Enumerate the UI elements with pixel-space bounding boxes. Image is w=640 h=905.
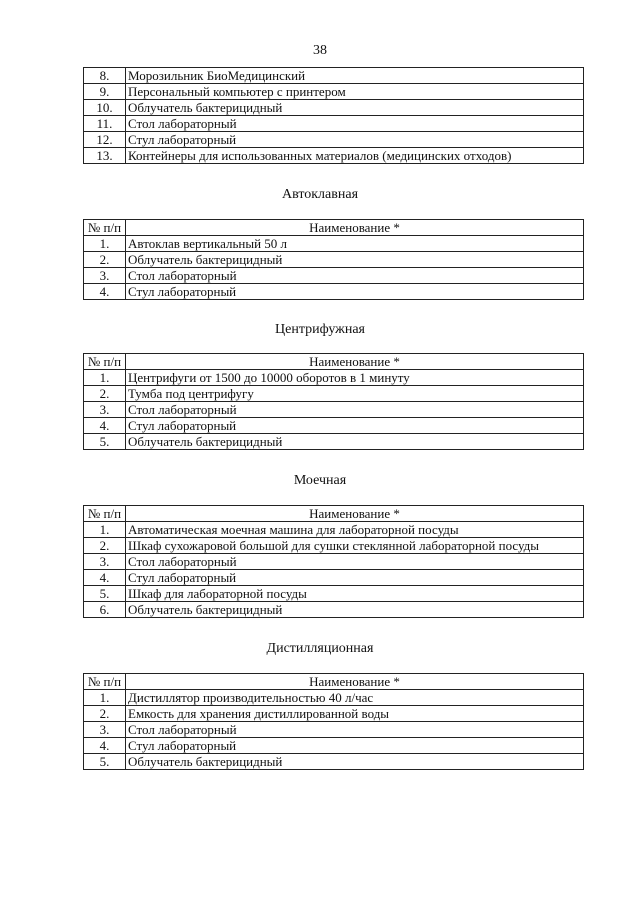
table-row bbox=[84, 132, 584, 148]
section-title-washing: Моечная bbox=[293, 473, 347, 488]
column-header-number: № п/п bbox=[84, 220, 126, 236]
row-name: Емкость для хранения дистиллированной воды bbox=[126, 706, 584, 722]
equipment-table-centrifuge bbox=[83, 353, 584, 450]
row-name: Шкаф сухожаровой большой для сушки стеклянной лабораторной посуды bbox=[126, 538, 584, 554]
row-name: Стул лабораторный bbox=[126, 738, 584, 754]
row-name: Стул лабораторный bbox=[126, 132, 584, 148]
row-number: 3. bbox=[84, 268, 126, 284]
table-row bbox=[84, 690, 584, 706]
row-name: Облучатель бактерицидный bbox=[126, 754, 584, 770]
table-row bbox=[84, 236, 584, 252]
table-row bbox=[84, 554, 584, 570]
equipment-table-continued bbox=[83, 67, 584, 164]
table-row bbox=[84, 252, 584, 268]
section-title-autoclave: Автоклавная bbox=[281, 187, 359, 202]
row-number: 1. bbox=[84, 690, 126, 706]
row-number: 1. bbox=[84, 370, 126, 386]
table-row bbox=[84, 738, 584, 754]
table-row bbox=[84, 268, 584, 284]
row-number: 2. bbox=[84, 538, 126, 554]
table-header-row bbox=[84, 506, 584, 522]
table-row bbox=[84, 586, 584, 602]
table-row bbox=[84, 402, 584, 418]
column-header-name: Наименование * bbox=[126, 354, 584, 370]
row-name: Дистиллятор производительностью 40 л/час bbox=[126, 690, 584, 706]
column-header-number: № п/п bbox=[84, 674, 126, 690]
row-name: Автоматическая моечная машина для лабораторной посуды bbox=[126, 522, 584, 538]
table-row bbox=[84, 538, 584, 554]
column-header-name: Наименование * bbox=[126, 506, 584, 522]
row-number: 4. bbox=[84, 418, 126, 434]
equipment-table-distillation bbox=[83, 673, 584, 770]
table-row bbox=[84, 370, 584, 386]
row-number: 5. bbox=[84, 586, 126, 602]
row-name: Облучатель бактерицидный bbox=[126, 100, 584, 116]
row-number: 2. bbox=[84, 706, 126, 722]
table-row bbox=[84, 116, 584, 132]
table-row bbox=[84, 570, 584, 586]
row-number: 6. bbox=[84, 602, 126, 618]
row-number: 1. bbox=[84, 236, 126, 252]
table-row bbox=[84, 522, 584, 538]
row-number: 4. bbox=[84, 738, 126, 754]
row-name: Персональный компьютер с принтером bbox=[126, 84, 584, 100]
row-name: Стол лабораторный bbox=[126, 402, 584, 418]
row-name: Облучатель бактерицидный bbox=[126, 602, 584, 618]
table-header-row bbox=[84, 220, 584, 236]
equipment-table-autoclave bbox=[83, 219, 584, 300]
section-title-distillation: Дистилляционная bbox=[266, 641, 374, 656]
column-header-name: Наименование * bbox=[126, 674, 584, 690]
table-row bbox=[84, 148, 584, 164]
row-number: 9. bbox=[84, 84, 126, 100]
table-header-row bbox=[84, 674, 584, 690]
row-name: Стул лабораторный bbox=[126, 570, 584, 586]
row-name: Облучатель бактерицидный bbox=[126, 434, 584, 450]
table-row bbox=[84, 284, 584, 300]
row-name: Облучатель бактерицидный bbox=[126, 252, 584, 268]
table-header-row bbox=[84, 354, 584, 370]
row-name: Шкаф для лабораторной посуды bbox=[126, 586, 584, 602]
row-name: Контейнеры для использованных материалов (медицинских отходов) bbox=[126, 148, 584, 164]
row-number: 1. bbox=[84, 522, 126, 538]
row-number: 2. bbox=[84, 386, 126, 402]
row-number: 11. bbox=[84, 116, 126, 132]
column-header-number: № п/п bbox=[84, 506, 126, 522]
equipment-table-washing bbox=[83, 505, 584, 618]
table-row bbox=[84, 68, 584, 84]
row-number: 4. bbox=[84, 570, 126, 586]
row-number: 10. bbox=[84, 100, 126, 116]
row-number: 3. bbox=[84, 722, 126, 738]
row-number: 3. bbox=[84, 554, 126, 570]
table-row bbox=[84, 722, 584, 738]
table-row bbox=[84, 84, 584, 100]
row-name: Тумба под центрифугу bbox=[126, 386, 584, 402]
row-number: 12. bbox=[84, 132, 126, 148]
table-row bbox=[84, 754, 584, 770]
table-row bbox=[84, 434, 584, 450]
row-number: 4. bbox=[84, 284, 126, 300]
row-number: 5. bbox=[84, 434, 126, 450]
section-title-centrifuge: Центрифужная bbox=[275, 322, 365, 337]
row-name: Стул лабораторный bbox=[126, 418, 584, 434]
page-number: 38 bbox=[313, 43, 327, 58]
table-row bbox=[84, 100, 584, 116]
row-number: 2. bbox=[84, 252, 126, 268]
row-name: Стол лабораторный bbox=[126, 268, 584, 284]
row-name: Стол лабораторный bbox=[126, 722, 584, 738]
row-number: 3. bbox=[84, 402, 126, 418]
row-name: Морозильник БиоМедицинский bbox=[126, 68, 584, 84]
column-header-number: № п/п bbox=[84, 354, 126, 370]
row-name: Автоклав вертикальный 50 л bbox=[126, 236, 584, 252]
table-row bbox=[84, 386, 584, 402]
row-name: Стол лабораторный bbox=[126, 554, 584, 570]
table-row bbox=[84, 602, 584, 618]
row-number: 13. bbox=[84, 148, 126, 164]
row-name: Стул лабораторный bbox=[126, 284, 584, 300]
row-number: 8. bbox=[84, 68, 126, 84]
row-name: Стол лабораторный bbox=[126, 116, 584, 132]
row-name: Центрифуги от 1500 до 10000 оборотов в 1 минуту bbox=[126, 370, 584, 386]
row-number: 5. bbox=[84, 754, 126, 770]
table-row bbox=[84, 418, 584, 434]
table-row bbox=[84, 706, 584, 722]
column-header-name: Наименование * bbox=[126, 220, 584, 236]
